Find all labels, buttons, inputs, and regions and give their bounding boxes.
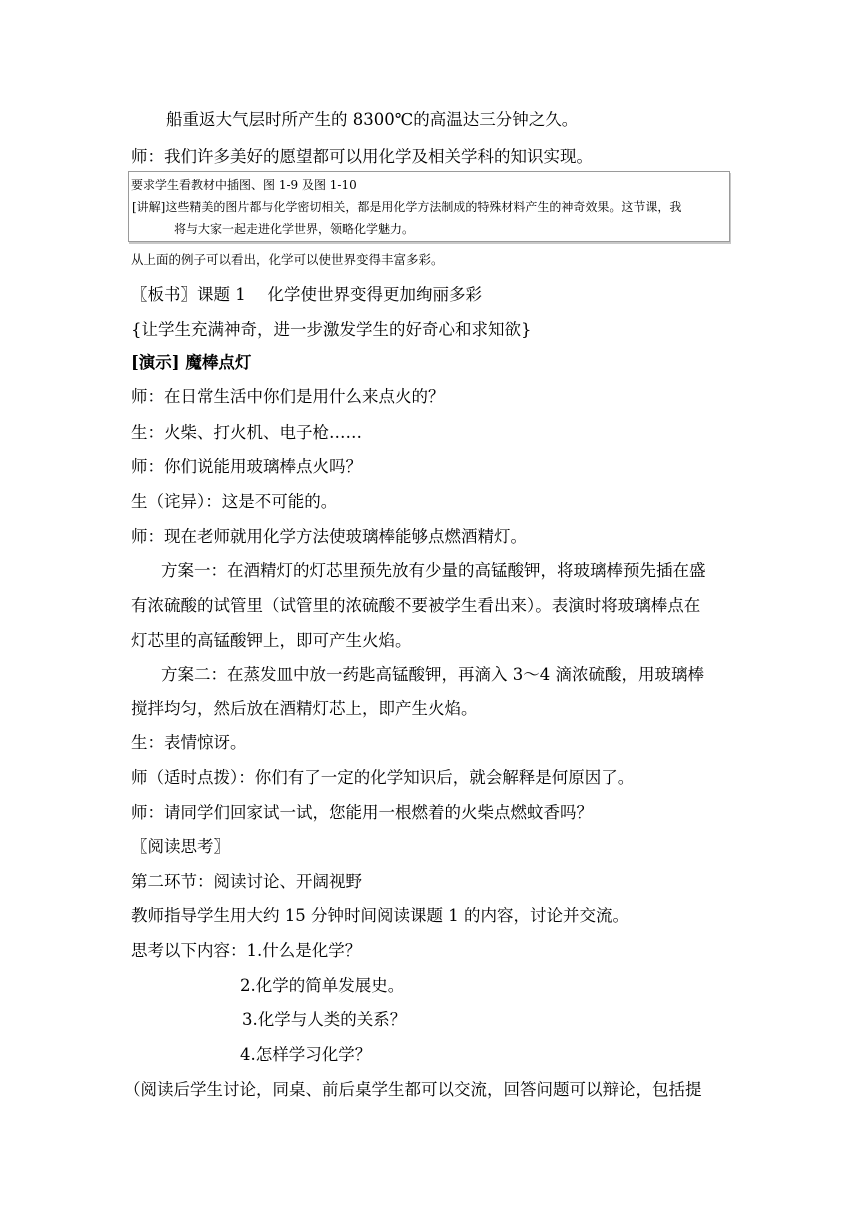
paragraph-line: 灯芯里的高锰酸钾上，即可产生火焰。 xyxy=(131,631,412,650)
note-line: 将与大家一起走进化学世界，领略化学魅力。 xyxy=(174,222,415,236)
paragraph-line: 教师指导学生用大约 15 分钟时间阅读课题 1 的内容，讨论并交流。 xyxy=(131,906,629,925)
section-heading: 〖板书〗课题 1 化学使世界变得更加绚丽多彩 xyxy=(131,285,482,304)
section-heading: 〖阅读思考〗 xyxy=(131,837,230,856)
paragraph-line: 方案二：在蒸发皿中放一药匙高锰酸钾，再滴入 3～4 滴浓硫酸，用玻璃棒 xyxy=(161,665,704,684)
paragraph-line: 方案一：在酒精灯的灯芯里预先放有少量的高锰酸钾，将玻璃棒预先插在盛 xyxy=(161,561,706,580)
list-item: 4.怎样学习化学？ xyxy=(240,1045,372,1064)
note-box xyxy=(128,171,730,242)
list-item: 思考以下内容：1.什么是化学？ xyxy=(131,941,362,960)
note-line: [讲解]这些精美的图片都与化学密切相关，都是用化学方法制成的特殊材料产生的神奇效果。这节课，我 xyxy=(132,200,682,214)
note-line: 要求学生看教材中插图、图 1-9 及图 1-10 xyxy=(131,178,357,192)
paragraph-line: 师：在日常生活中你们是用什么来点火的？ xyxy=(131,387,445,406)
paragraph-line: 师：请同学们回家试一试，您能用一根燃着的火柴点燃蚊香吗？ xyxy=(131,803,593,822)
paragraph-line: 师：现在老师就用化学方法使玻璃棒能够点燃酒精灯。 xyxy=(131,527,527,546)
paragraph-line: 搅拌均匀，然后放在酒精灯芯上，即产生火焰。 xyxy=(131,699,478,718)
paragraph-line: 生：表情惊讶。 xyxy=(131,733,247,752)
paragraph-line: 从上面的例子可以看出，化学可以使世界变得丰富多彩。 xyxy=(131,252,444,267)
paragraph-line: 生（诧异）：这是不可能的。 xyxy=(131,492,338,511)
demo-heading: [演示] 魔棒点灯 xyxy=(131,353,252,372)
paragraph-line: 师：我们许多美好的愿望都可以用化学及相关学科的知识实现。 xyxy=(131,147,593,166)
paragraph-line: 生：火柴、打火机、电子枪…… xyxy=(131,423,362,442)
paragraph-line: 船重返大气层时所产生的 8300℃的高温达三分钟之久。 xyxy=(166,110,579,129)
paragraph-line: 有浓硫酸的试管里（试管里的浓硫酸不要被学生看出来）。表演时将玻璃棒点在 xyxy=(131,596,701,615)
list-item: 2.化学的简单发展史。 xyxy=(240,976,405,995)
paragraph-line: 师（适时点拨）：你们有了一定的化学知识后，就会解释是何原因了。 xyxy=(131,768,635,787)
paragraph-line: 师：你们说能用玻璃棒点火吗？ xyxy=(131,457,362,476)
paragraph-line: 第二环节：阅读讨论、开阔视野 xyxy=(131,872,362,891)
paragraph-line: {让学生充满神奇，进一步激发学生的好奇心和求知欲} xyxy=(131,320,532,339)
paragraph-line: （阅读后学生讨论，同桌、前后桌学生都可以交流，回答问题可以辩论，包括提 xyxy=(124,1080,702,1099)
list-item: 3.化学与人类的关系？ xyxy=(242,1010,407,1029)
